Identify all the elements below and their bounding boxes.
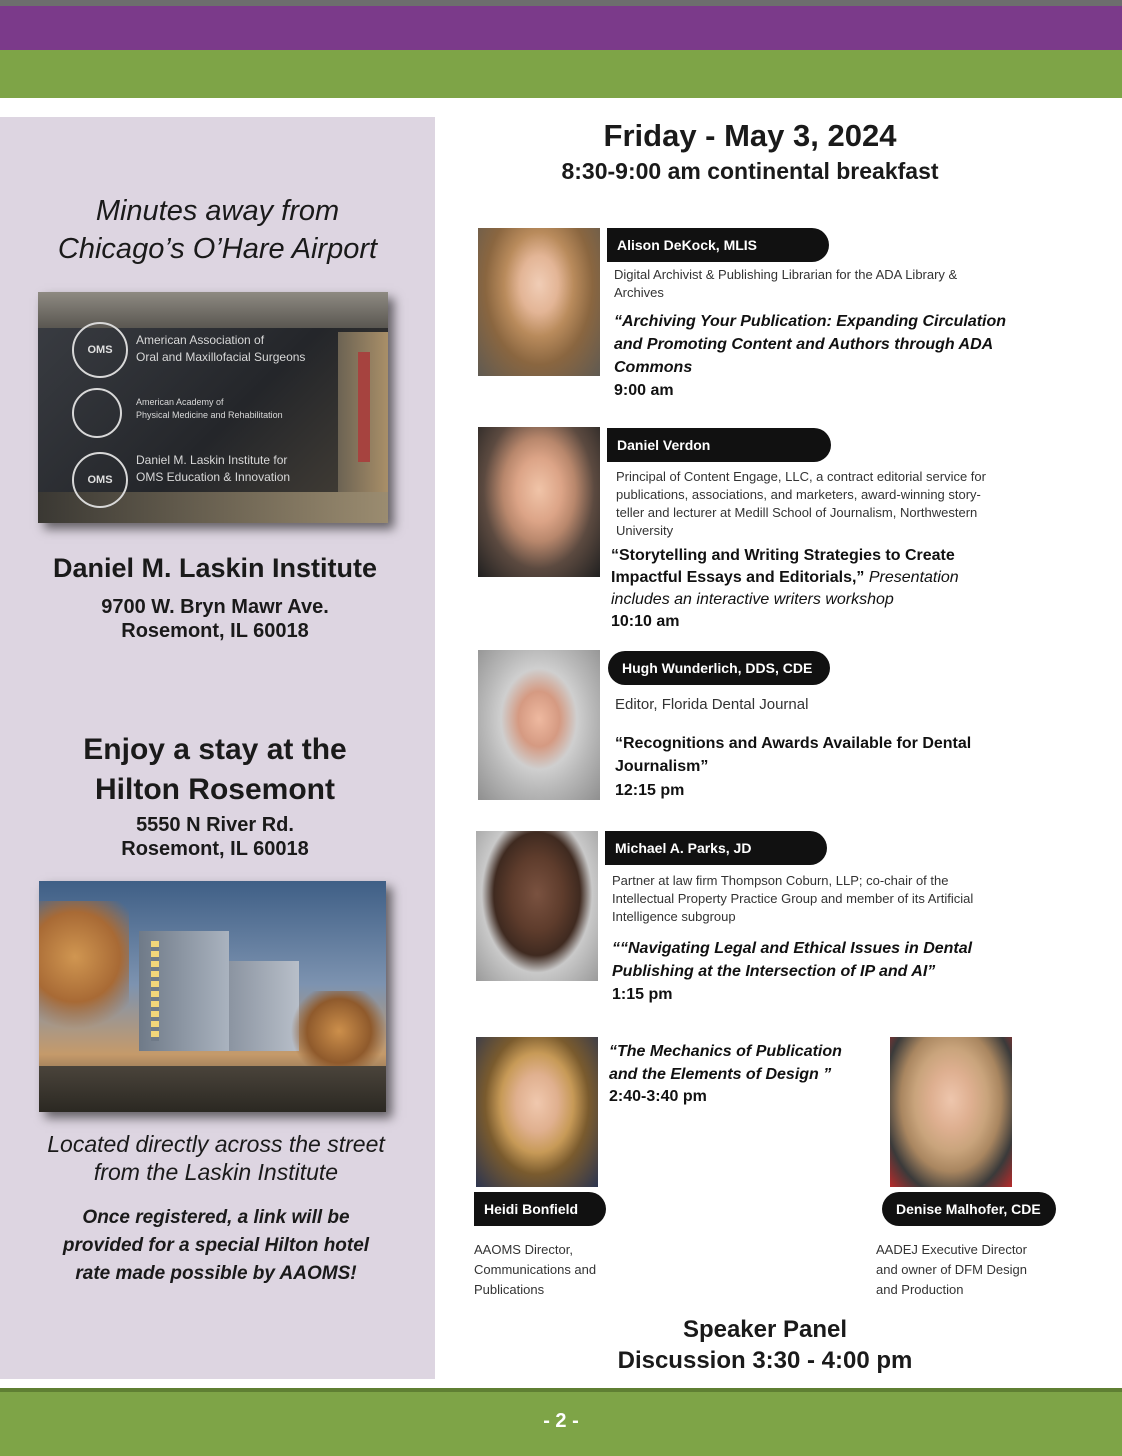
role-line: Editor, Florida Dental Journal: [615, 696, 809, 713]
institute-address: [0, 595, 430, 643]
sign-line: American Association of: [136, 333, 265, 347]
speaker-role: [615, 696, 1015, 713]
schedule-date: Friday - May 3, 2024: [603, 118, 897, 153]
footer-rule: [0, 1388, 1122, 1392]
role-line: and owner of DFM Design: [876, 1262, 1028, 1277]
sign-line: Oral and Maxillofacial Surgeons: [136, 350, 306, 364]
address-line: 9700 W. Bryn Mawr Ave.: [101, 596, 329, 618]
located-line: from the Laskin Institute: [93, 1159, 339, 1185]
institute-name: Daniel M. Laskin Institute: [52, 553, 378, 583]
speaker-name-tag: Heidi Bonfield: [474, 1192, 606, 1226]
speaker-role: [616, 468, 1046, 540]
role-line: Digital Archivist & Publishing Librarian for the ADA Library &: [614, 267, 958, 282]
talk-title: [612, 937, 1052, 983]
joint-talk-title: [609, 1040, 909, 1086]
talk-line: Publishing at the Intersection of IP and AI”: [612, 963, 936, 980]
role-line: and Production: [876, 1282, 964, 1297]
speaker-name-tag: Denise Malhofer, CDE: [882, 1192, 1056, 1226]
registration-line: Once registered, a link will be: [82, 1207, 350, 1228]
talk-line: ““Navigating Legal and Ethical Issues in Dental: [612, 940, 973, 957]
tagline-line-1: Minutes away from: [95, 195, 340, 227]
talk-time: 10:10 am: [611, 613, 680, 630]
hilton-rosemont-photo: [39, 881, 386, 1112]
talk-line: and Promoting Content and Authors through ADA: [614, 336, 994, 353]
sign-line: OMS Education & Innovation: [136, 470, 291, 484]
role-line: University: [616, 523, 674, 538]
airport-tagline: [0, 192, 435, 268]
sign-line: Daniel M. Laskin Institute for: [136, 453, 288, 467]
hotel-address: [0, 813, 430, 861]
speaker-role: [612, 872, 1042, 926]
sign-text-aapmr: [136, 396, 336, 422]
header-purple-band: [0, 6, 1122, 50]
talk-line: “Storytelling and Writing Strategies to Create: [611, 547, 955, 564]
aaoms-logo: OMS: [72, 322, 128, 378]
hotel-heading: [0, 730, 430, 810]
header-green-band: [0, 50, 1122, 98]
hotel-heading-line: Hilton Rosemont: [95, 773, 335, 806]
talk-line: “Archiving Your Publication: Expanding Circulation: [614, 313, 1007, 330]
speaker-role: [614, 266, 1034, 302]
speaker-role: [876, 1240, 1076, 1300]
role-line: Principal of Content Engage, LLC, a contract editorial service for: [616, 469, 986, 484]
speaker-photo-daniel: [478, 427, 600, 577]
sign-text-laskin: [136, 452, 336, 486]
talk-title: [611, 545, 1051, 611]
talk-line: and the Elements of Design ”: [609, 1066, 832, 1083]
page-number: - 2 -: [543, 1410, 579, 1432]
talk-time: 12:15 pm: [615, 782, 685, 799]
talk-suffix: Presentation: [864, 569, 959, 586]
laskin-institute-photo: [38, 292, 388, 523]
speaker-name-tag: Alison DeKock, MLIS: [607, 228, 829, 262]
joint-talk-time: 2:40-3:40 pm: [609, 1088, 707, 1105]
speaker-photo-alison: [478, 228, 600, 376]
speaker-photo-denise: [890, 1037, 1012, 1187]
role-line: Partner at law firm Thompson Coburn, LLP; co-chair of the: [612, 873, 949, 888]
talk-title: [615, 732, 1045, 778]
role-line: AADEJ Executive Director: [876, 1242, 1027, 1257]
role-line: Communications and: [474, 1262, 597, 1277]
registration-note: [0, 1204, 432, 1288]
address-line: 5550 N River Rd.: [136, 814, 294, 836]
role-line: teller and lecturer at Medill School of Journalism, Northwestern: [616, 505, 978, 520]
hotel-heading-line: Enjoy a stay at the: [83, 733, 347, 766]
speaker-name-tag: Michael A. Parks, JD: [605, 831, 827, 865]
talk-title: [614, 310, 1054, 379]
aapmr-logo: [72, 388, 122, 438]
sign-line: American Academy of: [136, 397, 224, 407]
talk-time: 1:15 pm: [612, 986, 673, 1003]
speaker-name-tag: Hugh Wunderlich, DDS, CDE: [608, 651, 830, 685]
footer-band: [0, 1388, 1122, 1456]
role-line: publications, associations, and marketers, award-winning story-: [616, 487, 981, 502]
speaker-photo-hugh: [478, 650, 600, 800]
role-line: AAOMS Director,: [474, 1242, 573, 1257]
talk-line: “The Mechanics of Publication: [609, 1043, 842, 1060]
tagline-line-2: Chicago’s O’Hare Airport: [57, 233, 378, 265]
registration-line: provided for a special Hilton hotel: [62, 1235, 370, 1256]
address-line: Rosemont, IL 60018: [121, 838, 309, 860]
speaker-name-tag: Daniel Verdon: [607, 428, 831, 462]
role-line: Archives: [614, 285, 664, 300]
talk-line: “Recognitions and Awards Available for Dental: [615, 735, 972, 752]
located-line: Located directly across the street: [47, 1131, 385, 1157]
role-line: Publications: [474, 1282, 545, 1297]
speaker-photo-heidi: [476, 1037, 598, 1187]
speaker-photo-michael: [476, 831, 598, 981]
laskin-logo: OMS: [72, 452, 128, 508]
located-note: [0, 1130, 432, 1186]
sign-line: Physical Medicine and Rehabilitation: [136, 410, 283, 420]
panel-line: Discussion 3:30 - 4:00 pm: [617, 1347, 913, 1374]
role-line: Intellectual Property Practice Group and member of its Artificial: [612, 891, 974, 906]
registration-line: rate made possible by AAOMS!: [75, 1263, 357, 1284]
sign-text-aaoms: [136, 332, 336, 366]
talk-line: Commons: [614, 359, 693, 376]
role-line: Intelligence subgroup: [612, 909, 736, 924]
panel-line: Speaker Panel: [682, 1316, 848, 1343]
breakfast-line: 8:30-9:00 am continental breakfast: [561, 158, 939, 184]
speaker-role: [474, 1240, 634, 1300]
talk-line: Journalism”: [615, 758, 709, 775]
address-line: Rosemont, IL 60018: [121, 620, 309, 642]
talk-line: Impactful Essays and Editorials,”: [611, 569, 865, 586]
talk-time: 9:00 am: [614, 382, 674, 399]
speaker-panel: [580, 1314, 950, 1376]
talk-extra: includes an interactive writers workshop: [611, 591, 894, 608]
